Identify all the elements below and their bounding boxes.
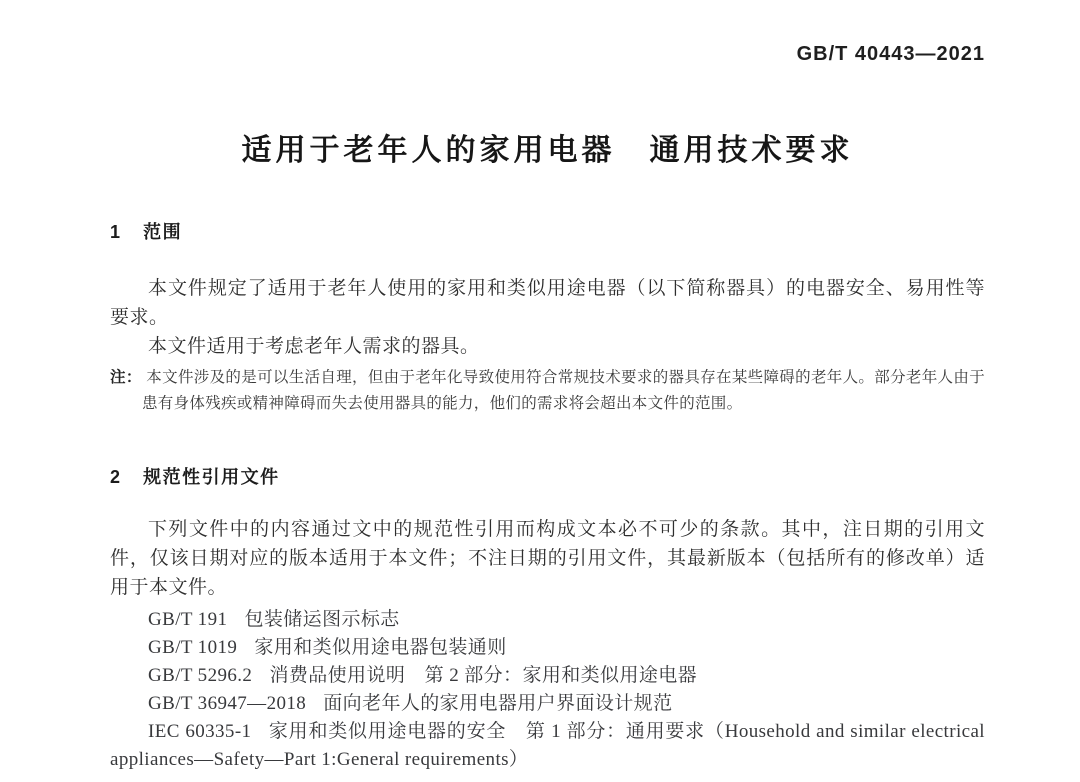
note-marker: 注： xyxy=(110,369,142,386)
section-heading-scope xyxy=(110,220,985,244)
references-intro-paragraph: 下列文件中的内容通过文中的规范性引用而构成文本必不可少的条款。其中，注日期的引用文件，仅该日期对应的版本适用于本文件；不注日期的引用文件，其最新版本（包括所有的修改单）适用于本文件。 xyxy=(110,519,985,598)
reference-title: 消费品使用说明 第 2 部分：家用和类似用途电器 xyxy=(269,665,698,686)
reference-title: 包装储运图示标志 xyxy=(244,609,400,630)
reference-title: 家用和类似用途电器的安全 第 1 部分：通用要求（Household and similar electrical appliances—Safety—Part 1:General requirements） xyxy=(110,721,985,770)
reference-title: 家用和类似用途电器包装通则 xyxy=(254,637,507,658)
note-text: 本文件涉及的是可以生活自理，但由于老年化导致使用符合常规技术要求的器具存在某些障碍的老年人。部分老年人由于患有身体残疾或精神障碍而失去使用器具的能力，他们的需求将会超出本文件的范围。 xyxy=(142,369,985,412)
reference-code: GB/T 191 xyxy=(148,609,228,630)
reference-code: GB/T 1019 xyxy=(148,637,238,658)
section-heading-label: 范围 xyxy=(143,222,183,242)
section-heading-label: 规范性引用文件 xyxy=(143,467,280,487)
reference-code: IEC 60335-1 xyxy=(148,721,252,742)
document-title: 适用于老年人的家用电器 通用技术要求 xyxy=(241,134,854,167)
reference-item xyxy=(110,718,985,774)
scope-paragraph-2: 本文件适用于考虑老年人需求的器具。 xyxy=(148,336,480,357)
reference-item xyxy=(110,690,985,718)
scope-note xyxy=(110,365,985,417)
reference-list xyxy=(110,606,985,774)
reference-code: GB/T 5296.2 xyxy=(148,665,253,686)
reference-item xyxy=(110,606,985,634)
section-number: 2 xyxy=(110,467,122,487)
reference-code: GB/T 36947—2018 xyxy=(148,693,307,714)
scope-paragraph-1: 本文件规定了适用于老年人使用的家用和类似用途电器（以下简称器具）的电器安全、易用性等要求。 xyxy=(110,278,985,328)
reference-item xyxy=(110,662,985,690)
section-heading-references xyxy=(110,465,985,489)
reference-item xyxy=(110,634,985,662)
section-number: 1 xyxy=(110,222,122,242)
standard-number: GB/T 40443—2021 xyxy=(796,43,985,65)
reference-title: 面向老年人的家用电器用户界面设计规范 xyxy=(323,693,673,714)
